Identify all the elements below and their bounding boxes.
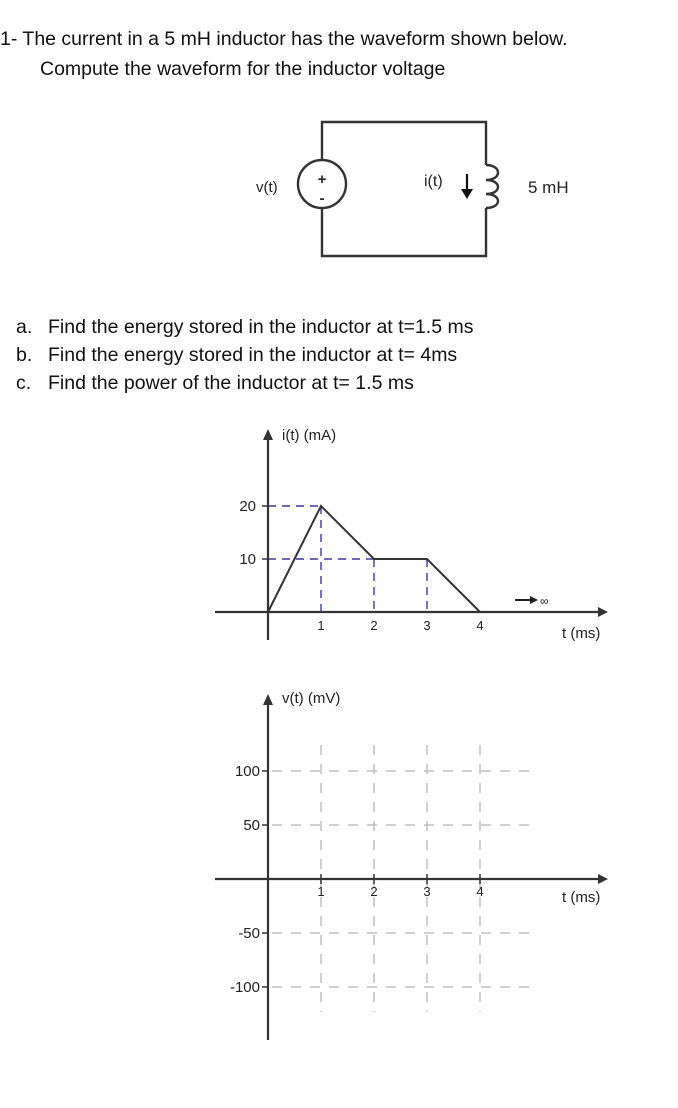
current-x-tick-label: 1 bbox=[317, 618, 325, 633]
voltage-y-tick-label: 100 bbox=[234, 763, 260, 780]
part-b-label: b. bbox=[16, 344, 33, 366]
current-y-tick-label: 20 bbox=[239, 498, 256, 515]
voltage-y-tick-label: -50 bbox=[238, 925, 260, 942]
voltage-y-axis-label: v(t) (mV) bbox=[282, 690, 341, 707]
part-c-text: Find the power of the inductor at t= 1.5 ms bbox=[48, 372, 414, 394]
part-a-text: Find the energy stored in the inductor at t=1.5 ms bbox=[48, 316, 474, 338]
voltage-y-arrow-icon bbox=[263, 694, 273, 705]
source-minus-sign: - bbox=[319, 190, 325, 207]
voltage-x-tick-label: 1 bbox=[317, 884, 325, 899]
part-b-text: Find the energy stored in the inductor at t= 4ms bbox=[48, 344, 458, 366]
voltage-x-arrow-icon bbox=[598, 874, 608, 884]
current-label: i(t) bbox=[424, 173, 443, 190]
voltage-x-axis-label: t (ms) bbox=[562, 889, 601, 906]
current-x-tick-label: 3 bbox=[423, 618, 431, 633]
voltage-y-tick-label: 50 bbox=[243, 817, 260, 834]
part-a-label: a. bbox=[16, 316, 33, 338]
current-x-tick-label: 4 bbox=[476, 618, 484, 633]
question-title: 1- The current in a 5 mH inductor has the waveform shown below. bbox=[0, 28, 568, 50]
voltage-y-tick-label: -100 bbox=[229, 979, 260, 996]
part-c-label: c. bbox=[16, 372, 32, 394]
current-y-axis-label: i(t) (mA) bbox=[282, 427, 337, 444]
infinity-label: ∞ bbox=[540, 594, 549, 608]
source-plus-sign: + bbox=[317, 171, 327, 188]
current-y-tick-label: 10 bbox=[239, 551, 256, 568]
voltage-x-tick-label: 4 bbox=[476, 884, 484, 899]
current-x-tick-label: 2 bbox=[370, 618, 378, 633]
source-label: v(t) bbox=[256, 179, 278, 196]
inductor-label: 5 mH bbox=[528, 178, 569, 197]
voltage-x-tick-label: 3 bbox=[423, 884, 431, 899]
voltage-x-tick-label: 2 bbox=[370, 884, 378, 899]
question-subtitle: Compute the waveform for the inductor voltage bbox=[40, 58, 446, 80]
current-x-axis-label: t (ms) bbox=[562, 625, 601, 642]
